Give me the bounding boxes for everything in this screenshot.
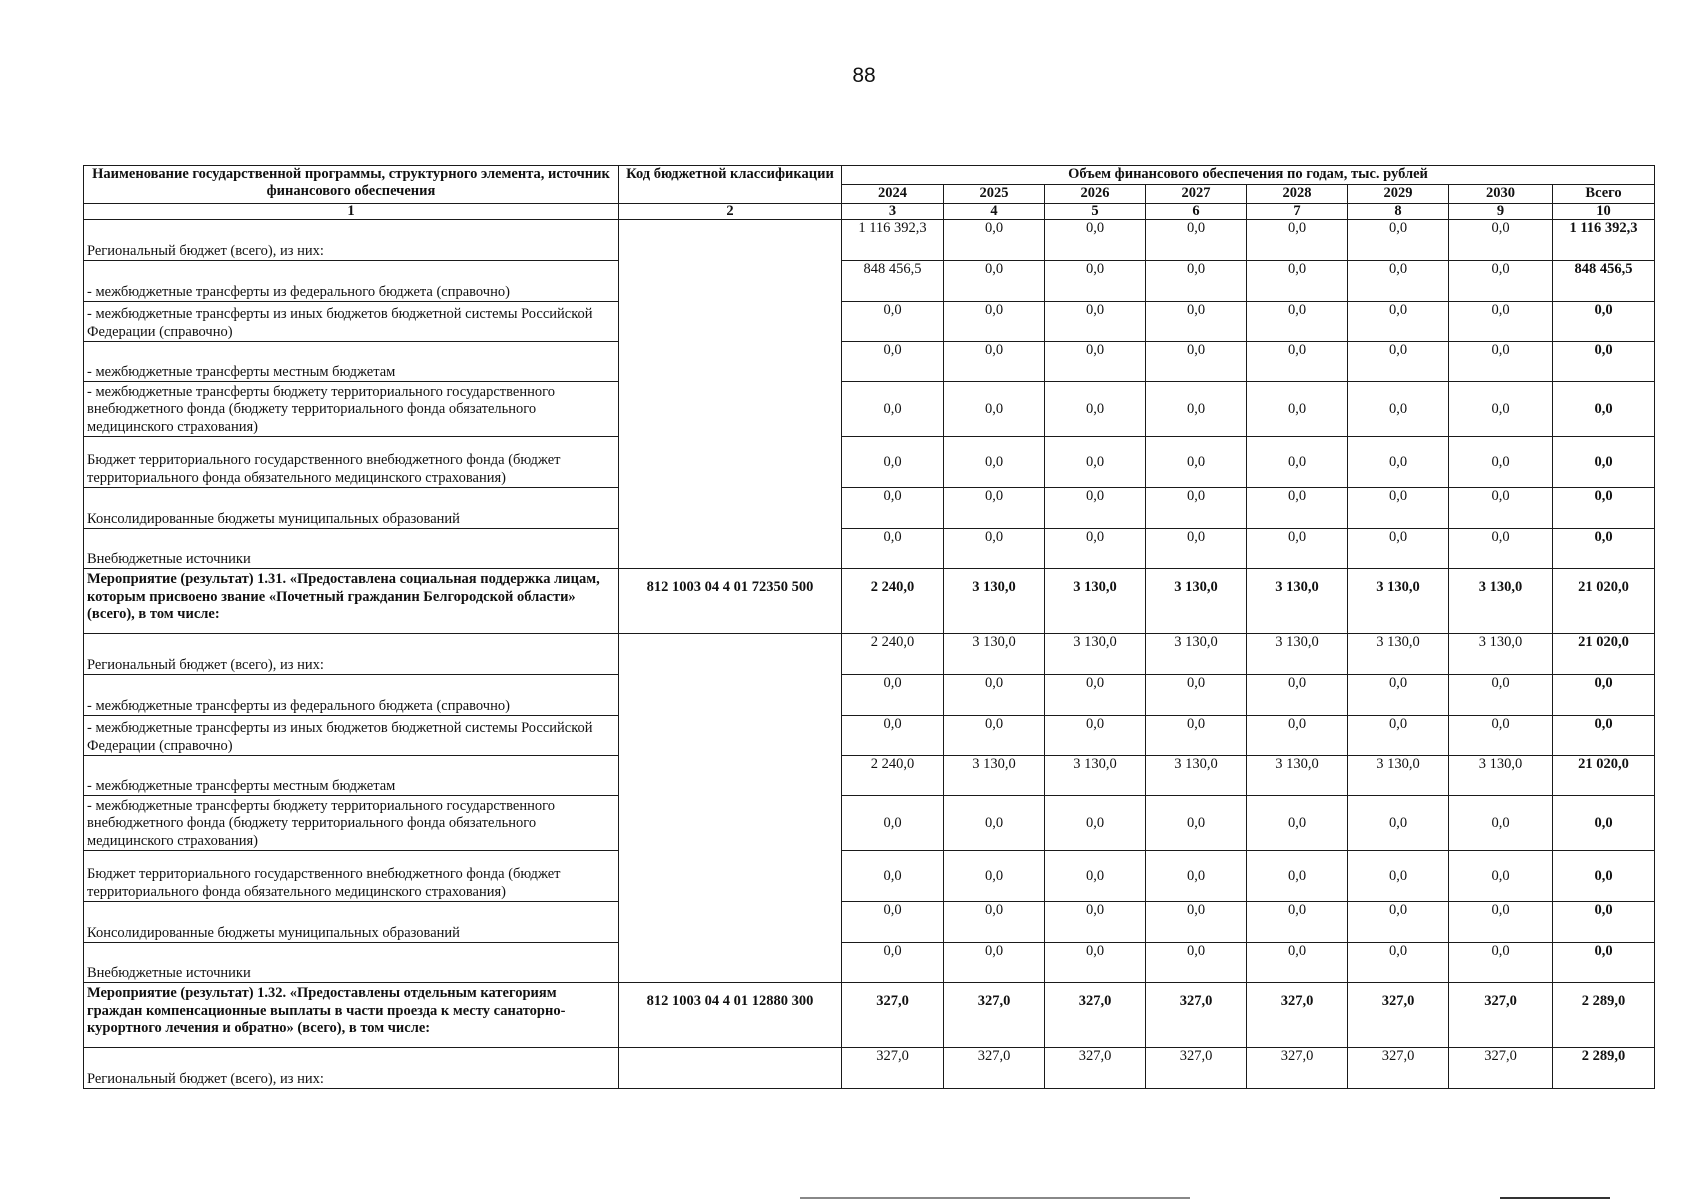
column-number: 5 xyxy=(1045,204,1146,220)
year-value: 0,0 xyxy=(1348,902,1449,943)
year-value: 0,0 xyxy=(944,675,1045,716)
table-row xyxy=(84,943,1655,983)
column-number: 3 xyxy=(842,204,944,220)
budget-code-empty xyxy=(619,220,842,569)
year-value: 3 130,0 xyxy=(1045,756,1146,796)
row-name: - межбюджетные трансферты из федерального бюджета (справочно) xyxy=(84,675,619,716)
year-value: 848 456,5 xyxy=(842,261,944,302)
table-row xyxy=(84,261,1655,302)
year-value: 0,0 xyxy=(1247,851,1348,902)
row-name: Мероприятие (результат) 1.31. «Предоставлена социальная поддержка лицам, которым присвоено звание «Почетный гражданин Белгородской области» (всего), в том числе: xyxy=(84,569,619,634)
year-value: 327,0 xyxy=(944,983,1045,1048)
column-number: 7 xyxy=(1247,204,1348,220)
year-value: 327,0 xyxy=(842,1048,944,1089)
year-value: 0,0 xyxy=(1449,488,1553,529)
year-value: 0,0 xyxy=(1348,302,1449,342)
year-value: 0,0 xyxy=(1449,261,1553,302)
row-name: Консолидированные бюджеты муниципальных образований xyxy=(84,902,619,943)
header-code: Код бюджетной классификации xyxy=(619,166,842,204)
column-number: 1 xyxy=(84,204,619,220)
year-value: 0,0 xyxy=(1449,382,1553,437)
year-value: 0,0 xyxy=(1348,220,1449,261)
year-value: 0,0 xyxy=(944,943,1045,983)
year-header: 2030 xyxy=(1449,185,1553,204)
year-value: 0,0 xyxy=(842,437,944,488)
row-name: Бюджет территориального государственного внебюджетного фонда (бюджет территориального фонда обязательного медицинского страхования) xyxy=(84,851,619,902)
table-row xyxy=(84,220,1655,261)
table-row xyxy=(84,634,1655,675)
budget-code: 812 1003 04 4 01 72350 500 xyxy=(619,569,842,634)
year-value: 0,0 xyxy=(1449,675,1553,716)
year-value: 0,0 xyxy=(1247,943,1348,983)
year-value: 3 130,0 xyxy=(1146,569,1247,634)
year-value: 327,0 xyxy=(1348,983,1449,1048)
table-row xyxy=(84,716,1655,756)
year-value: 0,0 xyxy=(1045,220,1146,261)
year-value: 0,0 xyxy=(1449,302,1553,342)
event-row xyxy=(84,569,1655,634)
year-value: 327,0 xyxy=(1146,983,1247,1048)
total-value: 1 116 392,3 xyxy=(1553,220,1655,261)
year-value: 3 130,0 xyxy=(1247,569,1348,634)
year-value: 3 130,0 xyxy=(1045,569,1146,634)
year-value: 0,0 xyxy=(1247,220,1348,261)
year-value: 0,0 xyxy=(1247,437,1348,488)
year-value: 0,0 xyxy=(1045,382,1146,437)
row-name: Региональный бюджет (всего), из них: xyxy=(84,220,619,261)
column-number: 9 xyxy=(1449,204,1553,220)
table-row xyxy=(84,302,1655,342)
year-value: 0,0 xyxy=(1348,382,1449,437)
table-row xyxy=(84,851,1655,902)
year-value: 0,0 xyxy=(1247,902,1348,943)
year-value: 0,0 xyxy=(944,529,1045,569)
row-name: - межбюджетные трансферты из федерального бюджета (справочно) xyxy=(84,261,619,302)
budget-code: 812 1003 04 4 01 12880 300 xyxy=(619,983,842,1048)
year-value: 0,0 xyxy=(1045,902,1146,943)
year-value: 0,0 xyxy=(944,437,1045,488)
year-value: 0,0 xyxy=(1045,675,1146,716)
table-row xyxy=(84,796,1655,851)
year-value: 0,0 xyxy=(1146,851,1247,902)
year-value: 0,0 xyxy=(944,902,1045,943)
bottom-divider xyxy=(1500,1197,1610,1199)
year-value: 0,0 xyxy=(842,716,944,756)
year-value: 0,0 xyxy=(1045,851,1146,902)
bottom-divider xyxy=(800,1197,1190,1199)
total-value: 0,0 xyxy=(1553,943,1655,983)
year-value: 0,0 xyxy=(1449,851,1553,902)
year-value: 0,0 xyxy=(1449,220,1553,261)
year-value: 0,0 xyxy=(1247,529,1348,569)
year-value: 0,0 xyxy=(1045,342,1146,382)
year-header: 2027 xyxy=(1146,185,1247,204)
row-name: Внебюджетные источники xyxy=(84,529,619,569)
year-value: 0,0 xyxy=(1146,302,1247,342)
total-value: 0,0 xyxy=(1553,302,1655,342)
table-row xyxy=(84,902,1655,943)
year-value: 327,0 xyxy=(842,983,944,1048)
year-value: 0,0 xyxy=(1348,675,1449,716)
year-value: 0,0 xyxy=(1348,342,1449,382)
year-value: 0,0 xyxy=(842,382,944,437)
year-value: 0,0 xyxy=(842,851,944,902)
row-name: - межбюджетные трансферты местным бюджетам xyxy=(84,342,619,382)
table-row xyxy=(84,382,1655,437)
year-value: 2 240,0 xyxy=(842,634,944,675)
header-volume: Объем финансового обеспечения по годам, тыс. рублей xyxy=(842,166,1655,185)
year-header: 2029 xyxy=(1348,185,1449,204)
row-name: - межбюджетные трансферты бюджету территориального государственного внебюджетного фонда (бюджету территориального фонда обязательного медицинского страхования) xyxy=(84,796,619,851)
year-value: 327,0 xyxy=(1045,983,1146,1048)
year-value: 0,0 xyxy=(1146,675,1247,716)
year-value: 327,0 xyxy=(944,1048,1045,1089)
year-header: 2026 xyxy=(1045,185,1146,204)
year-value: 0,0 xyxy=(944,342,1045,382)
total-value: 0,0 xyxy=(1553,342,1655,382)
row-name: Мероприятие (результат) 1.32. «Предоставлены отдельным категориям граждан компенсационные выплаты в части проезда к месту санаторно-курортного лечения и обратно» (всего), в том числе: xyxy=(84,983,619,1048)
year-value: 327,0 xyxy=(1247,1048,1348,1089)
year-value: 0,0 xyxy=(944,716,1045,756)
row-name: - межбюджетные трансферты из иных бюджетов бюджетной системы Российской Федерации (справочно) xyxy=(84,716,619,756)
year-value: 327,0 xyxy=(1247,983,1348,1048)
column-number: 8 xyxy=(1348,204,1449,220)
year-value: 0,0 xyxy=(1146,220,1247,261)
year-value: 0,0 xyxy=(1348,943,1449,983)
total-value: 0,0 xyxy=(1553,851,1655,902)
year-value: 0,0 xyxy=(944,488,1045,529)
year-value: 0,0 xyxy=(1348,437,1449,488)
table-row xyxy=(84,756,1655,796)
year-value: 0,0 xyxy=(842,796,944,851)
year-value: 0,0 xyxy=(1146,261,1247,302)
year-value: 0,0 xyxy=(1348,488,1449,529)
year-value: 0,0 xyxy=(1348,716,1449,756)
year-value: 2 240,0 xyxy=(842,756,944,796)
event-row xyxy=(84,983,1655,1048)
total-value: 2 289,0 xyxy=(1553,1048,1655,1089)
total-value: 0,0 xyxy=(1553,382,1655,437)
year-value: 0,0 xyxy=(944,796,1045,851)
table-row xyxy=(84,488,1655,529)
year-value: 3 130,0 xyxy=(1449,756,1553,796)
total-value: 0,0 xyxy=(1553,902,1655,943)
row-name: Внебюджетные источники xyxy=(84,943,619,983)
year-value: 0,0 xyxy=(1146,382,1247,437)
year-value: 0,0 xyxy=(1348,851,1449,902)
year-value: 0,0 xyxy=(1146,902,1247,943)
column-number: 2 xyxy=(619,204,842,220)
total-value: 0,0 xyxy=(1553,716,1655,756)
row-name: Региональный бюджет (всего), из них: xyxy=(84,634,619,675)
year-header: 2025 xyxy=(944,185,1045,204)
year-value: 0,0 xyxy=(1146,437,1247,488)
table-row xyxy=(84,1048,1655,1089)
total-value: 21 020,0 xyxy=(1553,756,1655,796)
row-name: Региональный бюджет (всего), из них: xyxy=(84,1048,619,1089)
year-value: 0,0 xyxy=(1247,716,1348,756)
year-value: 0,0 xyxy=(1348,796,1449,851)
year-value: 0,0 xyxy=(1449,342,1553,382)
year-value: 327,0 xyxy=(1146,1048,1247,1089)
year-value: 0,0 xyxy=(1247,342,1348,382)
row-name: Бюджет территориального государственного внебюджетного фонда (бюджет территориального фонда обязательного медицинского страхования) xyxy=(84,437,619,488)
table-row xyxy=(84,529,1655,569)
year-value: 0,0 xyxy=(1348,261,1449,302)
year-value: 0,0 xyxy=(842,342,944,382)
table-row xyxy=(84,342,1655,382)
year-value: 3 130,0 xyxy=(1247,756,1348,796)
year-value: 0,0 xyxy=(1449,796,1553,851)
year-value: 0,0 xyxy=(1247,261,1348,302)
budget-code-empty xyxy=(619,634,842,983)
year-value: 0,0 xyxy=(1045,437,1146,488)
year-value: 0,0 xyxy=(1146,529,1247,569)
total-value: 2 289,0 xyxy=(1553,983,1655,1048)
year-value: 3 130,0 xyxy=(1348,756,1449,796)
year-value: 3 130,0 xyxy=(1045,634,1146,675)
year-value: 0,0 xyxy=(842,529,944,569)
total-value: 0,0 xyxy=(1553,488,1655,529)
total-value: 21 020,0 xyxy=(1553,569,1655,634)
year-value: 3 130,0 xyxy=(1146,756,1247,796)
financing-table xyxy=(83,165,1655,1089)
total-value: 21 020,0 xyxy=(1553,634,1655,675)
year-value: 0,0 xyxy=(1146,796,1247,851)
year-value: 0,0 xyxy=(1045,716,1146,756)
row-name: - межбюджетные трансферты из иных бюджетов бюджетной системы Российской Федерации (справочно) xyxy=(84,302,619,342)
year-value: 3 130,0 xyxy=(944,634,1045,675)
budget-code-empty xyxy=(619,1048,842,1089)
year-value: 0,0 xyxy=(1045,302,1146,342)
year-value: 0,0 xyxy=(1045,529,1146,569)
year-value: 327,0 xyxy=(1348,1048,1449,1089)
total-value: 0,0 xyxy=(1553,437,1655,488)
year-value: 3 130,0 xyxy=(1449,569,1553,634)
year-value: 0,0 xyxy=(842,675,944,716)
year-value: 0,0 xyxy=(1247,302,1348,342)
header-row-1 xyxy=(84,166,1655,185)
total-value: 0,0 xyxy=(1553,675,1655,716)
year-value: 0,0 xyxy=(1348,529,1449,569)
total-value: 848 456,5 xyxy=(1553,261,1655,302)
year-value: 0,0 xyxy=(1146,943,1247,983)
year-value: 0,0 xyxy=(1146,488,1247,529)
column-number: 10 xyxy=(1553,204,1655,220)
year-value: 0,0 xyxy=(1045,796,1146,851)
year-header: 2024 xyxy=(842,185,944,204)
year-value: 0,0 xyxy=(944,302,1045,342)
year-value: 0,0 xyxy=(1247,796,1348,851)
year-value: 0,0 xyxy=(944,851,1045,902)
year-value: 0,0 xyxy=(1449,716,1553,756)
row-name: - межбюджетные трансферты местным бюджетам xyxy=(84,756,619,796)
year-value: 2 240,0 xyxy=(842,569,944,634)
column-number-row xyxy=(84,204,1655,220)
year-value: 3 130,0 xyxy=(1449,634,1553,675)
column-number: 6 xyxy=(1146,204,1247,220)
year-value: 327,0 xyxy=(1449,1048,1553,1089)
year-value: 3 130,0 xyxy=(1146,634,1247,675)
year-value: 0,0 xyxy=(842,488,944,529)
page-number: 88 xyxy=(852,64,876,87)
year-value: 0,0 xyxy=(1449,529,1553,569)
year-value: 3 130,0 xyxy=(1348,634,1449,675)
year-value: 0,0 xyxy=(842,943,944,983)
total-value: 0,0 xyxy=(1553,796,1655,851)
year-value: 0,0 xyxy=(1449,437,1553,488)
year-value: 0,0 xyxy=(1146,716,1247,756)
year-value: 3 130,0 xyxy=(1247,634,1348,675)
year-value: 0,0 xyxy=(1449,902,1553,943)
total-value: 0,0 xyxy=(1553,529,1655,569)
year-value: 0,0 xyxy=(1449,943,1553,983)
year-value: 0,0 xyxy=(944,261,1045,302)
year-value: 0,0 xyxy=(1247,675,1348,716)
row-name: Консолидированные бюджеты муниципальных образований xyxy=(84,488,619,529)
year-value: 0,0 xyxy=(944,220,1045,261)
year-value: 327,0 xyxy=(1449,983,1553,1048)
year-value: 3 130,0 xyxy=(944,756,1045,796)
year-value: 0,0 xyxy=(1045,261,1146,302)
column-number: 4 xyxy=(944,204,1045,220)
year-value: 327,0 xyxy=(1045,1048,1146,1089)
year-header: 2028 xyxy=(1247,185,1348,204)
year-value: 0,0 xyxy=(1247,488,1348,529)
year-value: 3 130,0 xyxy=(1348,569,1449,634)
year-value: 3 130,0 xyxy=(944,569,1045,634)
year-value: 0,0 xyxy=(1247,382,1348,437)
year-value: 1 116 392,3 xyxy=(842,220,944,261)
row-name: - межбюджетные трансферты бюджету территориального государственного внебюджетного фонда (бюджету территориального фонда обязательного медицинского страхования) xyxy=(84,382,619,437)
year-value: 0,0 xyxy=(944,382,1045,437)
header-name: Наименование государственной программы, структурного элемента, источник финансового обеспечения xyxy=(84,166,619,204)
total-header: Всего xyxy=(1553,185,1655,204)
year-value: 0,0 xyxy=(1146,342,1247,382)
table-row xyxy=(84,675,1655,716)
year-value: 0,0 xyxy=(842,902,944,943)
table-body xyxy=(84,220,1655,1089)
table-row xyxy=(84,437,1655,488)
year-value: 0,0 xyxy=(1045,488,1146,529)
year-value: 0,0 xyxy=(1045,943,1146,983)
year-value: 0,0 xyxy=(842,302,944,342)
